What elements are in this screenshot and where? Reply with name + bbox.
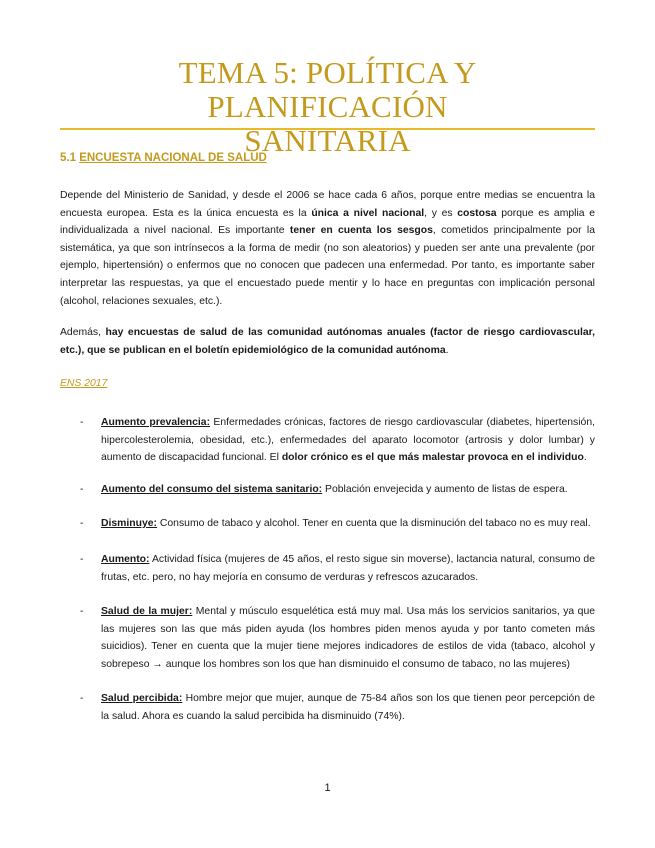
paragraph-ens-description [60, 187, 595, 310]
text-run: Hombre mejor que mujer, aunque de 75-84 años son los que tienen peor percepción de la salud. Ahora es cuando la salud percibida ha disminuido (74%). [101, 693, 595, 722]
list-item [80, 690, 595, 725]
list-item-text [101, 690, 595, 725]
bullet-dash: - [80, 484, 84, 495]
list-item-label: Salud percibida: [101, 693, 183, 704]
bullet-dash: - [80, 518, 84, 529]
ens-2017-heading: ENS 2017 [60, 378, 108, 389]
list-item [80, 603, 595, 673]
text-run: Consumo de tabaco y alcohol. Tener en cuenta que la disminución del tabaco no es muy real. [157, 518, 591, 529]
text-run: Además, [60, 327, 106, 338]
section-heading-text: ENCUESTA NACIONAL DE SALUD [79, 152, 267, 164]
bold-run: dolor crónico es el que más malestar provoca en el individuo [281, 452, 584, 464]
text-run: . [583, 452, 587, 464]
list-item-label: Disminuye: [101, 518, 158, 529]
list-item-label: Aumento prevalencia: [101, 417, 211, 428]
paragraph-regional-surveys [60, 324, 595, 359]
list-item-text [101, 481, 595, 499]
list-item [80, 515, 595, 533]
bold-run: costosa [457, 207, 497, 219]
list-item-text [101, 515, 595, 533]
text-run: Enfermedades crónicas, factores de riesgo cardiovascular (diabetes, hipertensión, hipercolesterolemia, obesidad, etc.), enfermedades del aparato locomotor (artrosis y dolor lumbar) y aumento de discapacidad funcional. El [101, 417, 595, 464]
bullet-dash: - [80, 417, 84, 428]
bold-run: única a nivel nacional [311, 207, 425, 219]
list-item-text [101, 603, 595, 673]
bullet-dash: - [80, 693, 84, 704]
list-item-label: Salud de la mujer: [101, 606, 193, 617]
page-number: 1 [324, 782, 331, 794]
bold-run: hay encuestas de salud de las comunidad autónomas anuales (factor de riesgo cardiovascular, etc.), que se publican en el boletín epidemiológico de la comunidad autónoma [60, 327, 595, 356]
list-item-label: Aumento: [101, 554, 150, 565]
title-line-1: TEMA 5: POLÍTICA Y PLANIFICACIÓN [178, 55, 477, 124]
page-title [60, 56, 595, 158]
list-item [80, 551, 595, 586]
list-item-label: Aumento del consumo del sistema sanitario: [101, 484, 323, 495]
title-divider [60, 128, 595, 130]
bold-run: tener en cuenta los sesgos [289, 225, 433, 237]
text-run: Mental y músculo esquelética está muy mal. Usa más los servicios sanitarios, ya que las mujeres son las que más piden ayuda (los hombres piden menos ayuda y por tanto cometen más suicidios). Tener en cuenta que la mujer tiene mejores indicadores de estilos de vida (tabaco, alcohol y sobrepeso → aunque los hombres son los que han disminuido el consumo de tabaco, no las mujeres) [101, 606, 595, 670]
text-run: Actividad física (mujeres de 45 años, el resto sigue sin moverse), lactancia natural, consumo de frutas, etc. pero, no hay mejoría en consumo de verduras y refrescos azucarados. [101, 554, 595, 583]
title-line-2: SANITARIA [244, 123, 411, 158]
text-run: , y es [424, 207, 458, 219]
bullet-dash: - [80, 606, 84, 617]
text-run: Población envejecida y aumento de listas de espera. [322, 484, 568, 495]
list-item [80, 414, 595, 467]
text-run: Depende del Ministerio de Sanidad, y desde el 2006 se hace cada 6 años, porque entre medias se encuentra la encuesta europea. Esta es la única encuesta es la [60, 190, 595, 219]
bullet-dash: - [80, 554, 84, 565]
text-run: . [445, 344, 449, 356]
section-heading [60, 152, 267, 164]
list-item-text [101, 551, 595, 586]
section-number: 5.1 [60, 152, 76, 164]
list-item-text [101, 414, 595, 467]
text-run: , cometidos principalmente por la sistemática, ya que son intrínsecos a la forma de medir (no son aleatorios) y pueden ser ante una prevalente (por ejemplo, hipertensión) o enfermos que no conocen que padecen una enfermedad. Por tanto, es importante saber interpretar las respuestas, ya que el encuestado puede mentir y lo hace en preguntas con implicación personal (alcohol, relaciones sexuales, etc.). [60, 225, 595, 307]
text-run: porque es amplia e individualizada a nivel nacional. Es importante [60, 207, 595, 237]
list-item [80, 481, 595, 499]
